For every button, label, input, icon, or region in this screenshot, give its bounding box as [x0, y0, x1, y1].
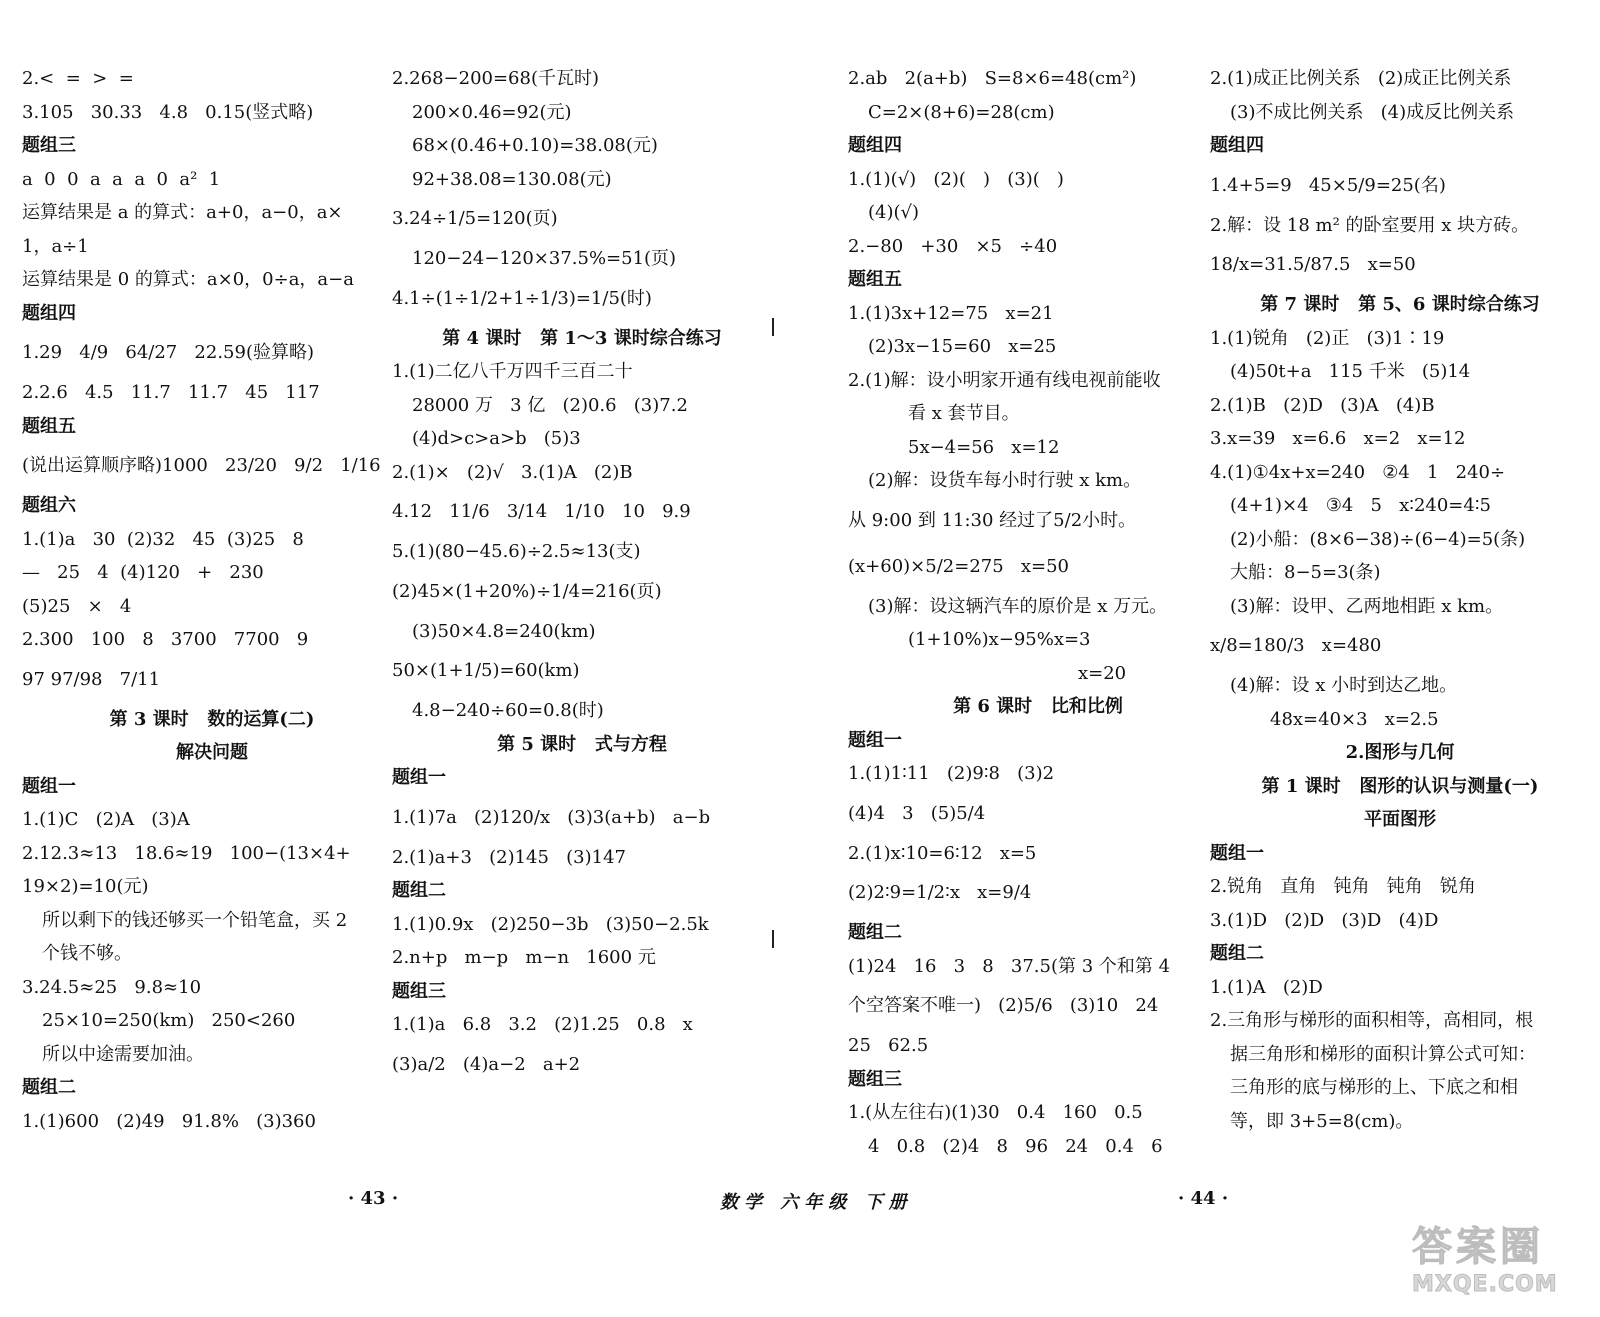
lesson-title: 第 1 课时 图形的认识与测量(一) — [1261, 775, 1539, 797]
section-heading: 题组三 — [848, 1068, 902, 1090]
answer-line: 大船：8−5=3(条) — [1230, 562, 1381, 583]
answer-line: 2.300 100 8 3700 7700 9 — [22, 629, 309, 650]
answer-line: 1.4+5=9 45×5/9=25(名) — [1210, 174, 1446, 196]
answer-line: 1.(1)7a (2)120/x (3)3(a+b) a−b — [392, 806, 711, 828]
answer-line: 3.24.5≈25 9.8≈10 — [22, 976, 202, 998]
section-heading: 题组六 — [22, 495, 76, 516]
watermark-text-en: MXQE.COM — [1412, 1272, 1558, 1297]
answer-line: (x+60)×5/2=275 x=50 — [848, 555, 1069, 577]
answer-line: 个空答案不唯一) (2)5/6 (3)10 24 — [848, 995, 1159, 1016]
answer-line: 3.(1)D (2)D (3)D (4)D — [1210, 909, 1439, 931]
answer-line: (3)50×4.8=240(km) — [412, 620, 596, 642]
answer-line: 3.x=39 x=6.6 x=2 x=12 — [1210, 428, 1466, 449]
section-heading: 题组四 — [1210, 135, 1264, 156]
answer-line: 1.(1)a 6.8 3.2 (2)1.25 0.8 x — [392, 1014, 693, 1035]
footer-subject: 数学 六年级 下册 — [720, 1192, 913, 1213]
answer-line: 2.解：设 18 m² 的卧室要用 x 块方砖。 — [1210, 214, 1530, 236]
section-heading: 题组一 — [22, 775, 76, 797]
margin-mark — [772, 318, 774, 336]
answer-line: 4.12 11/6 3/14 1/10 10 9.9 — [392, 501, 691, 522]
answer-line: 25 62.5 — [848, 1035, 929, 1056]
section-heading: 题组四 — [848, 135, 902, 156]
answer-line: (2)小船：(8×6−38)÷(6−4)=5(条) — [1230, 528, 1526, 550]
answer-line: 等，即 3+5=8(cm)。 — [1230, 1110, 1414, 1132]
answer-line: 2.三角形与梯形的面积相等，高相同，根 — [1210, 1010, 1534, 1031]
answer-line: (说出运算顺序略)1000 23/20 9/2 1/16 — [22, 455, 381, 476]
answer-line: 4.1÷(1÷1/2+1÷1/3)=1/5(时) — [392, 287, 652, 309]
answer-line: 2.ab 2(a+b) S=8×6=48(cm²) — [848, 68, 1137, 89]
answer-line: 28000 万 3 亿 (2)0.6 (3)7.2 — [412, 394, 688, 416]
answer-line: 50×(1+1/5)=60(km) — [392, 660, 580, 681]
answer-line: (3)解：设甲、乙两地相距 x km。 — [1230, 595, 1504, 617]
answer-column-1 — [22, 62, 402, 1138]
answer-line: 25×10=250(km) 250<260 — [42, 1010, 296, 1031]
answer-line: (1)24 16 3 8 37.5(第 3 个和第 4 — [848, 955, 1171, 977]
answer-line: 5x−4=56 x=12 — [908, 436, 1060, 458]
answer-line: 1，a÷1 — [22, 235, 89, 257]
answer-line: 2.(1)a+3 (2)145 (3)147 — [392, 846, 626, 868]
answer-line: 1.(1)A (2)D — [1210, 976, 1323, 998]
answer-column-3 — [848, 62, 1228, 1163]
answer-line: (2)解：设货车每小时行驶 x km。 — [868, 470, 1142, 491]
answer-line: (2)45×(1+20%)÷1/4=216(页) — [392, 580, 662, 602]
section-heading: 题组一 — [392, 767, 446, 788]
lesson-title: 第 3 课时 数的运算(二) — [109, 708, 315, 730]
section-heading: 题组一 — [1210, 842, 1264, 864]
watermark-text-cn: 答案圈 — [1412, 1224, 1544, 1270]
answer-line: 3.105 30.33 4.8 0.15(竖式略) — [22, 101, 314, 123]
section-heading: 题组五 — [22, 415, 76, 437]
section-heading: 题组三 — [392, 980, 446, 1002]
answer-line: 4.(1)①4x+x=240 ②4 1 240÷ — [1210, 461, 1506, 483]
answer-line: 三角形的底与梯形的上、下底之和相 — [1230, 1077, 1518, 1098]
answer-line: 92+38.08=130.08(元) — [412, 168, 612, 190]
page-number-right: · 44 · — [1178, 1188, 1229, 1209]
answer-line: 2.(1)解：设小明家开通有线电视前能收 — [848, 369, 1161, 391]
answer-line: 4.8−240÷60=0.8(时) — [412, 700, 604, 721]
page-number-left: · 43 · — [348, 1188, 399, 1209]
section-heading: 题组三 — [22, 135, 76, 156]
answer-line: 据三角形和梯形的面积计算公式可知： — [1230, 1043, 1536, 1065]
answer-line: 2.(1)B (2)D (3)A (4)B — [1210, 394, 1435, 416]
answer-line: 1.(1)a 30 (2)32 45 (3)25 8 — [22, 528, 304, 550]
lesson-title: 第 4 课时 第 1～3 课时综合练习 — [442, 327, 722, 349]
lesson-title: 2.图形与几何 — [1345, 742, 1455, 763]
answer-line: (4)50t+a 115 千米 (5)14 — [1230, 361, 1471, 382]
lesson-title: 第 5 课时 式与方程 — [497, 733, 667, 755]
answer-line: (2)2∶9=1/2∶x x=9/4 — [848, 882, 1032, 903]
answer-line: 1.(1)600 (2)49 91.8% (3)360 — [22, 1110, 316, 1132]
answer-line: 1.(1)锐角 (2)正 (3)1∶19 — [1210, 327, 1445, 349]
answer-line: 2.12.3≈13 18.6≈19 100−(13×4+ — [22, 842, 351, 864]
answer-line: x=20 — [1078, 662, 1127, 684]
answer-line: 所以中途需要加油。 — [42, 1043, 204, 1065]
answer-line: 1.(1)二亿八千万四千三百二十 — [392, 361, 633, 382]
answer-line: (4+1)×4 ③4 5 x∶240=4∶5 — [1230, 495, 1491, 516]
answer-line: (4)(√) — [868, 202, 920, 223]
answer-line: 从 9:00 到 11:30 经过了5/2小时。 — [848, 509, 1137, 531]
answer-line: 1.(1)(√) (2)( ) (3)( ) — [848, 168, 1064, 190]
answer-line: C=2×(8+6)=28(cm) — [868, 101, 1055, 123]
answer-line: 运算结果是 a 的算式：a+0，a−0，a× — [22, 202, 343, 223]
answer-line: 97 97/98 7/11 — [22, 668, 161, 690]
answer-line: 2.< = > = — [22, 68, 134, 89]
answer-line: 2.268−200=68(千瓦时) — [392, 68, 599, 89]
answer-line: 1.(1)0.9x (2)250−3b (3)50−2.5k — [392, 913, 709, 935]
lesson-title: 解决问题 — [176, 742, 248, 763]
answer-line: — 25 4 (4)120 + 230 — [22, 562, 264, 583]
answer-line: 5.(1)(80−45.6)÷2.5≈13(支) — [392, 541, 641, 562]
lesson-title: 第 7 课时 第 5、6 课时综合练习 — [1260, 294, 1540, 315]
answer-line: x/8=180/3 x=480 — [1210, 635, 1382, 656]
answer-line: 运算结果是 0 的算式：a×0，0÷a，a−a — [22, 269, 354, 290]
answer-line: (3)不成比例关系 (4)成反比例关系 — [1230, 101, 1515, 123]
section-heading: 题组四 — [22, 302, 76, 324]
answer-line: 1.(1)1∶11 (2)9∶8 (3)2 — [848, 763, 1055, 784]
answer-line: 120−24−120×37.5%=51(页) — [412, 248, 677, 269]
answer-line: 2.(1)× (2)√ 3.(1)A (2)B — [392, 461, 633, 483]
section-heading: 题组五 — [848, 269, 902, 290]
section-heading: 题组二 — [1210, 943, 1264, 964]
answer-line: (5)25 × 4 — [22, 595, 132, 617]
answer-line: (2)3x−15=60 x=25 — [868, 336, 1057, 357]
answer-line: 1.(1)3x+12=75 x=21 — [848, 302, 1054, 324]
margin-mark — [772, 930, 774, 948]
answer-line: (4)4 3 (5)5/4 — [848, 802, 986, 824]
answer-line: 18/x=31.5/87.5 x=50 — [1210, 254, 1416, 275]
answer-line: (3)解：设这辆汽车的原价是 x 万元。 — [868, 595, 1168, 617]
lesson-title: 第 6 课时 比和比例 — [953, 696, 1123, 717]
answer-line: 1.(从左往右)(1)30 0.4 160 0.5 — [848, 1102, 1143, 1123]
answer-line: 2.−80 +30 ×5 ÷40 — [848, 235, 1058, 257]
answer-line: 2.(1)x∶10=6∶12 x=5 — [848, 842, 1037, 864]
section-heading: 题组二 — [392, 880, 446, 901]
answer-column-2 — [392, 62, 772, 1088]
answer-line: 19×2)=10(元) — [22, 876, 149, 897]
answer-line: (1+10%)x−95%x=3 — [908, 629, 1091, 650]
answer-line: 200×0.46=92(元) — [412, 101, 572, 123]
section-heading: 题组一 — [848, 729, 902, 751]
answer-line: 1.29 4/9 64/27 22.59(验算略) — [22, 342, 314, 363]
answer-line: 2.锐角 直角 钝角 钝角 锐角 — [1210, 876, 1476, 897]
answer-line: 2.(1)成正比例关系 (2)成正比例关系 — [1210, 68, 1512, 89]
answer-line: 看 x 套节目。 — [908, 403, 1020, 424]
answer-line: 68×(0.46+0.10)=38.08(元) — [412, 135, 658, 156]
answer-line: 个钱不够。 — [42, 943, 132, 964]
answer-line: 1.(1)C (2)A (3)A — [22, 809, 190, 830]
answer-line: 所以剩下的钱还够买一个铅笔盒，买 2 — [42, 909, 348, 931]
answer-line: a 0 0 a a a 0 a² 1 — [22, 168, 221, 190]
lesson-title: 平面图形 — [1364, 809, 1436, 830]
answer-line: 2.n+p m−p m−n 1600 元 — [392, 947, 656, 968]
section-heading: 题组二 — [22, 1077, 76, 1098]
answer-line: (4)解：设 x 小时到达乙地。 — [1230, 675, 1458, 696]
watermark-logo — [1412, 1215, 1562, 1295]
answer-line: 3.24÷1/5=120(页) — [392, 208, 558, 229]
answer-line: 4 0.8 (2)4 8 96 24 0.4 6 — [868, 1135, 1163, 1157]
answer-line: 48x=40×3 x=2.5 — [1270, 708, 1439, 730]
answer-column-4 — [1210, 62, 1590, 1138]
answer-line: (3)a/2 (4)a−2 a+2 — [392, 1053, 581, 1075]
answer-line: 2.2.6 4.5 11.7 11.7 45 117 — [22, 382, 320, 403]
section-heading: 题组二 — [848, 922, 902, 943]
answer-line: (4)d>c>a>b (5)3 — [412, 428, 581, 449]
